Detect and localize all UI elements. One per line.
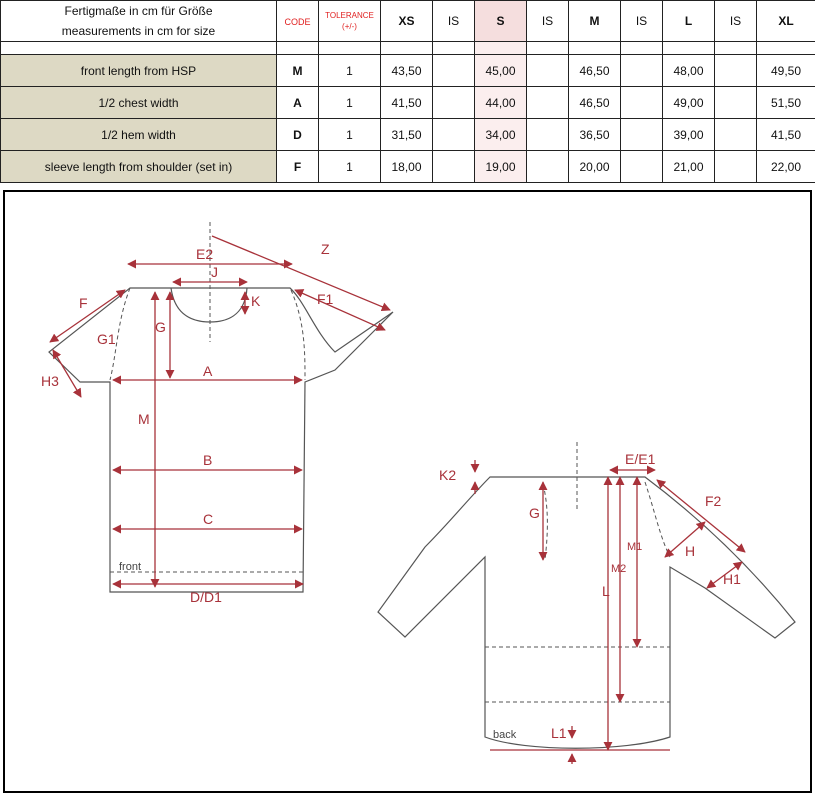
size-header: IS xyxy=(527,1,569,42)
row-value xyxy=(433,55,475,87)
row-value xyxy=(433,87,475,119)
row-value xyxy=(433,151,475,183)
row-label: 1/2 hem width xyxy=(1,119,277,151)
row-tolerance: 1 xyxy=(319,119,381,151)
label-h: H xyxy=(685,543,696,559)
label-j: J xyxy=(211,264,218,280)
row-label: 1/2 chest width xyxy=(1,87,277,119)
label-l: L xyxy=(602,583,610,599)
row-value: 34,00 xyxy=(475,119,527,151)
row-value xyxy=(621,55,663,87)
label-h1: H1 xyxy=(723,571,741,587)
row-label: sleeve length from shoulder (set in) xyxy=(1,151,277,183)
tolerance-header: TOLERANCE (+/-) xyxy=(319,1,381,42)
row-value: 18,00 xyxy=(381,151,433,183)
label-f: F xyxy=(79,295,88,311)
label-l1: L1 xyxy=(551,725,567,741)
label-k: K xyxy=(251,293,261,309)
row-tolerance: 1 xyxy=(319,87,381,119)
row-value: 36,50 xyxy=(569,119,621,151)
label-b: B xyxy=(203,452,213,468)
row-value xyxy=(715,55,757,87)
front-view xyxy=(41,222,393,605)
back-view xyxy=(378,442,795,764)
row-tolerance: 1 xyxy=(319,151,381,183)
row-value: 39,00 xyxy=(663,119,715,151)
size-header: XL xyxy=(757,1,815,42)
label-f1: F1 xyxy=(317,291,334,307)
label-g-back: G xyxy=(529,505,540,521)
label-d-d1: D/D1 xyxy=(190,589,222,605)
row-label: front length from HSP xyxy=(1,55,277,87)
label-m: M xyxy=(138,411,150,427)
table-row xyxy=(1,55,815,87)
size-header: S xyxy=(475,1,527,42)
label-k2: K2 xyxy=(439,467,457,483)
row-tolerance: 1 xyxy=(319,55,381,87)
row-value xyxy=(621,87,663,119)
label-g1: G1 xyxy=(97,331,116,347)
row-value xyxy=(527,87,569,119)
row-code: D xyxy=(277,119,319,151)
size-header: IS xyxy=(621,1,663,42)
table-title: Fertigmaße in cm für Größe measurements in cm for size xyxy=(1,1,277,42)
row-value: 49,00 xyxy=(663,87,715,119)
garment-diagram xyxy=(3,190,812,793)
label-f2: F2 xyxy=(705,493,722,509)
row-value xyxy=(433,119,475,151)
row-code: F xyxy=(277,151,319,183)
size-header: M xyxy=(569,1,621,42)
row-value: 45,00 xyxy=(475,55,527,87)
row-value: 41,50 xyxy=(757,119,815,151)
row-value xyxy=(715,151,757,183)
row-value: 44,00 xyxy=(475,87,527,119)
row-value: 21,00 xyxy=(663,151,715,183)
row-code: A xyxy=(277,87,319,119)
label-a: A xyxy=(203,363,213,379)
row-value xyxy=(621,119,663,151)
table-spacer-row xyxy=(1,42,815,55)
label-m2: M2 xyxy=(611,563,627,575)
label-g: G xyxy=(155,319,166,335)
size-header: XS xyxy=(381,1,433,42)
label-back: back xyxy=(493,729,517,741)
measurement-table xyxy=(0,0,815,183)
row-value: 46,50 xyxy=(569,55,621,87)
row-value: 20,00 xyxy=(569,151,621,183)
label-e2: E2 xyxy=(196,246,214,262)
code-header: CODE xyxy=(277,1,319,42)
row-value: 22,00 xyxy=(757,151,815,183)
table-row xyxy=(1,87,815,119)
label-front: front xyxy=(119,561,142,573)
row-value xyxy=(527,55,569,87)
label-e-e1: E/E1 xyxy=(625,451,656,467)
row-value xyxy=(715,87,757,119)
size-header: L xyxy=(663,1,715,42)
label-m1: M1 xyxy=(627,541,643,553)
row-value xyxy=(715,119,757,151)
table-row xyxy=(1,151,815,183)
row-value: 41,50 xyxy=(381,87,433,119)
label-h3: H3 xyxy=(41,373,59,389)
row-value: 48,00 xyxy=(663,55,715,87)
row-code: M xyxy=(277,55,319,87)
row-value: 51,50 xyxy=(757,87,815,119)
table-row xyxy=(1,119,815,151)
row-value xyxy=(527,119,569,151)
row-value: 19,00 xyxy=(475,151,527,183)
row-value xyxy=(527,151,569,183)
row-value: 43,50 xyxy=(381,55,433,87)
label-c: C xyxy=(203,511,214,527)
size-header: IS xyxy=(433,1,475,42)
size-header: IS xyxy=(715,1,757,42)
row-value: 49,50 xyxy=(757,55,815,87)
table-header-row xyxy=(1,1,815,42)
row-value xyxy=(621,151,663,183)
label-z: Z xyxy=(321,241,330,257)
row-value: 31,50 xyxy=(381,119,433,151)
row-value: 46,50 xyxy=(569,87,621,119)
measurement-sketch xyxy=(5,192,810,791)
